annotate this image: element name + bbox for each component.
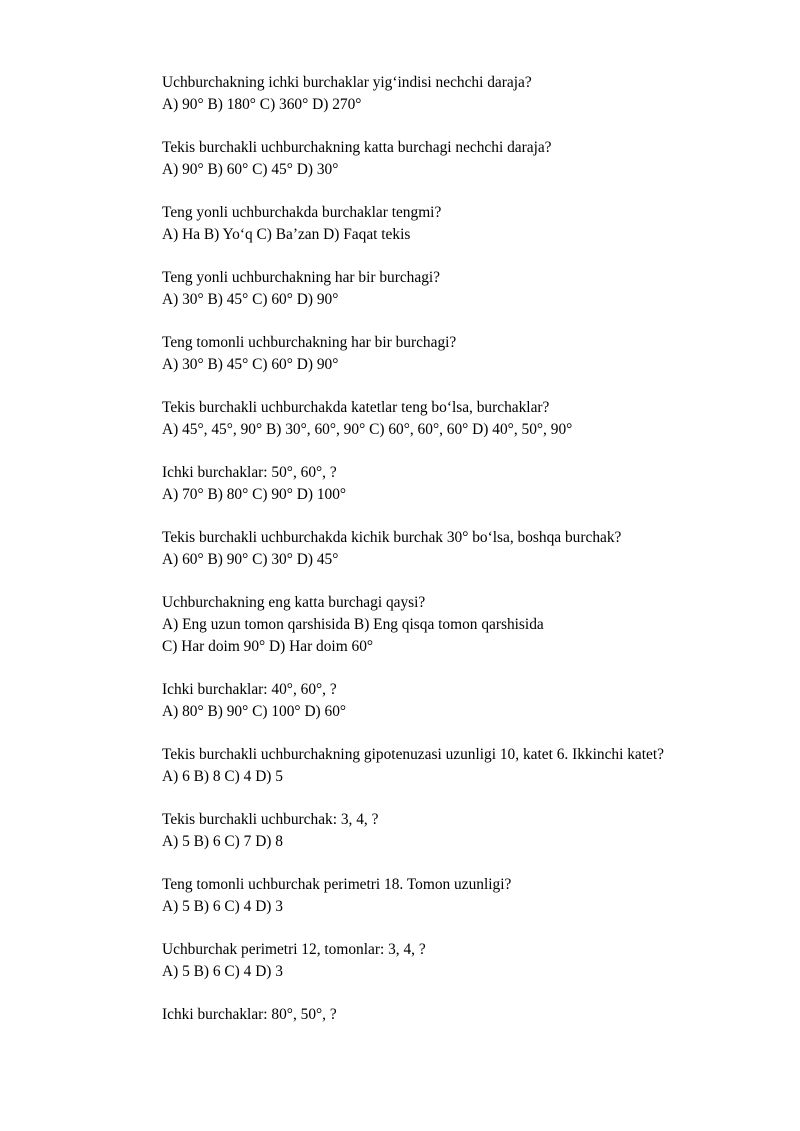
answer-options-line: A) 45°, 45°, 90° B) 30°, 60°, 90° C) 60°, 60°, 60° D) 40°, 50°, 90° xyxy=(162,421,573,438)
answer-options-line: A) 6 B) 8 C) 4 D) 5 xyxy=(162,768,283,785)
question-block xyxy=(113,267,741,311)
question-text: Uchburchakning eng katta burchagi qaysi? xyxy=(162,594,426,611)
answer-options-line: A) 5 B) 6 C) 4 D) 3 xyxy=(162,898,283,915)
question-block xyxy=(113,527,741,571)
answer-options-line: A) 80° B) 90° C) 100° D) 60° xyxy=(162,703,347,720)
answer-options-line: A) 30° B) 45° C) 60° D) 90° xyxy=(162,356,339,373)
question-block xyxy=(113,137,741,181)
answer-options-line: A) 5 B) 6 C) 7 D) 8 xyxy=(162,833,283,850)
question-text: Tekis burchakli uchburchakning gipotenuzasi uzunligi 10, katet 6. Ikkinchi katet? xyxy=(162,746,664,763)
question-block xyxy=(113,874,741,918)
question-text: Tekis burchakli uchburchak: 3, 4, ? xyxy=(162,811,379,828)
answer-options-line: A) 70° B) 80° C) 90° D) 100° xyxy=(162,486,347,503)
answer-options-line: A) Eng uzun tomon qarshisida B) Eng qisqa tomon qarshisida xyxy=(162,616,544,633)
question-text: Uchburchak perimetri 12, tomonlar: 3, 4, ? xyxy=(162,941,426,958)
answer-options-line: A) 60° B) 90° C) 30° D) 45° xyxy=(162,551,339,568)
question-block xyxy=(113,72,741,116)
question-block xyxy=(113,202,741,246)
question-block xyxy=(113,809,741,853)
question-text: Uchburchakning ichki burchaklar yigʻindisi nechchi daraja? xyxy=(162,74,532,91)
question-block xyxy=(113,939,741,983)
question-block xyxy=(113,332,741,376)
question-text: Tekis burchakli uchburchakning katta burchagi nechchi daraja? xyxy=(162,139,552,156)
question-text: Teng yonli uchburchakning har bir burchagi? xyxy=(162,269,441,286)
question-block xyxy=(113,744,741,788)
question-text: Tekis burchakli uchburchakda katetlar teng boʻlsa, burchaklar? xyxy=(162,399,550,416)
question-text: Teng tomonli uchburchak perimetri 18. Tomon uzunligi? xyxy=(162,876,512,893)
question-text: Ichki burchaklar: 40°, 60°, ? xyxy=(162,681,337,698)
question-block xyxy=(113,397,741,441)
answer-options-line: A) Ha B) Yoʻq C) Ba’zan D) Faqat tekis xyxy=(162,226,411,243)
question-text: Tekis burchakli uchburchakda kichik burchak 30° boʻlsa, boshqa burchak? xyxy=(162,529,622,546)
question-text: Ichki burchaklar: 80°, 50°, ? xyxy=(162,1006,337,1023)
answer-options-line: C) Har doim 90° D) Har doim 60° xyxy=(162,638,374,655)
question-text: Teng yonli uchburchakda burchaklar tengmi? xyxy=(162,204,442,221)
answer-options-line: A) 5 B) 6 C) 4 D) 3 xyxy=(162,963,283,980)
question-list xyxy=(113,72,741,1047)
question-block xyxy=(113,462,741,506)
question-text: Ichki burchaklar: 50°, 60°, ? xyxy=(162,464,337,481)
question-block xyxy=(113,592,741,658)
question-block xyxy=(113,679,741,723)
answer-options-line: A) 90° B) 60° C) 45° D) 30° xyxy=(162,161,339,178)
question-text: Teng tomonli uchburchakning har bir burchagi? xyxy=(162,334,457,351)
answer-options-line: A) 30° B) 45° C) 60° D) 90° xyxy=(162,291,339,308)
answer-options-line: A) 90° B) 180° C) 360° D) 270° xyxy=(162,96,362,113)
question-block xyxy=(113,1004,741,1026)
